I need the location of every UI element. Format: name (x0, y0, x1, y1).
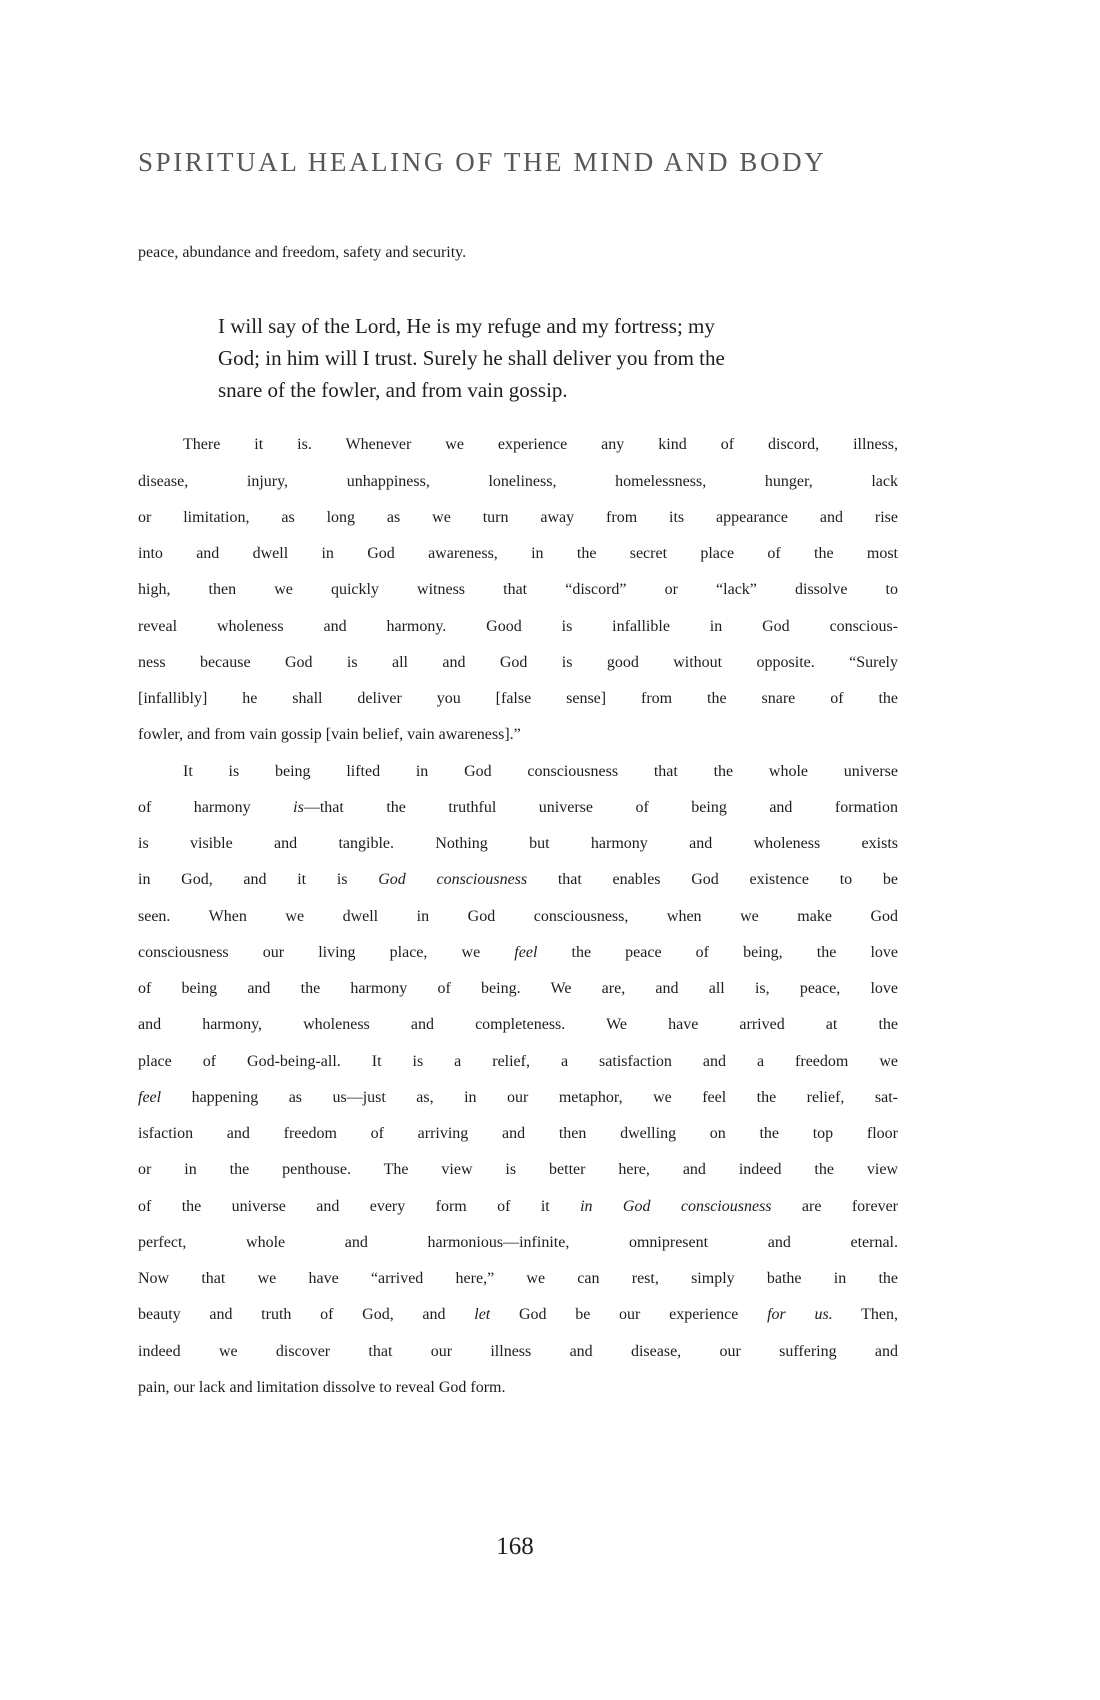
text-run: It is being lifted in God consciousness that the whole universe (183, 762, 898, 780)
text-line: ness because God is all and God is good without opposite. “Surely (138, 653, 898, 671)
text-run: of being and the harmony of being. We are, and all is, peace, love (138, 980, 898, 997)
body-text (138, 244, 898, 1415)
text-line (138, 799, 898, 835)
text-run: the peace of being, the love (537, 943, 898, 961)
text-line: reveal wholeness and harmony. Good is infallible in God conscious- (138, 617, 898, 635)
italic-run: is (293, 798, 304, 816)
text-line (138, 1270, 898, 1306)
paragraph-2 (138, 763, 898, 1416)
block-quote (218, 310, 818, 406)
quote-line: I will say of the Lord, He is my refuge and my fortress; my (218, 314, 715, 339)
text-line (138, 1234, 898, 1270)
text-run: indeed we discover that our illness and disease, our suffering and (138, 1342, 898, 1360)
quote-line: snare of the fowler, and from vain gossip. (218, 378, 568, 403)
text-run: of harmony (138, 798, 294, 816)
italic-run: God consciousness (378, 871, 528, 889)
italic-run: feel (514, 943, 538, 961)
text-line (138, 1343, 898, 1379)
text-line (138, 763, 898, 799)
text-line: fowler, and from vain gossip [vain belief, vain awareness].” (138, 726, 521, 744)
text-line: There it is. Whenever we experience any kind of discord, illness, (183, 436, 898, 454)
running-head: SPIRITUAL HEALING OF THE MIND AND BODY (138, 147, 827, 177)
text-run: —that the truthful universe of being and formation (303, 798, 899, 816)
text-line (138, 1053, 898, 1089)
text-line: [infallibly] he shall deliver you [false sense] from the snare of the (138, 690, 898, 707)
text-line (138, 871, 898, 907)
text-line (138, 908, 898, 944)
text-run: beauty and truth of God, and (138, 1306, 475, 1324)
opening-line: peace, abundance and freedom, safety and security. (138, 244, 467, 261)
text-line (138, 1125, 898, 1161)
paragraph-1 (138, 436, 898, 762)
text-run: isfaction and freedom of arriving and then dwelling on the top floor (138, 1125, 898, 1142)
text-run: or in the penthouse. The view is better here, and indeed the view (138, 1161, 898, 1179)
text-run: perfect, whole and harmonious—infinite, omnipresent and eternal. (138, 1233, 898, 1251)
italic-run: feel (138, 1088, 162, 1106)
text-line (138, 944, 898, 980)
text-run: God be our experience (490, 1306, 768, 1324)
text-run: that enables God existence to be (527, 871, 898, 889)
text-run: and harmony, wholeness and completeness. We have arrived at the (138, 1016, 898, 1034)
text-run: of the universe and every form of it (138, 1197, 581, 1215)
text-line (138, 1198, 898, 1234)
text-line (138, 1306, 898, 1342)
text-run: place of God-being-all. It is a relief, a satisfaction and a freedom we (138, 1052, 898, 1070)
text-line (138, 1089, 898, 1125)
text-run: is visible and tangible. Nothing but harmony and wholeness exists (138, 835, 898, 852)
page-number: 168 (496, 1533, 534, 1560)
quote-line: God; in him will I trust. Surely he shall deliver you from the (218, 346, 725, 371)
italic-run: for us. (767, 1306, 833, 1324)
text-line (138, 980, 898, 1016)
text-run: happening as us—just as, in our metaphor, we feel the relief, sat- (161, 1088, 898, 1106)
text-line: disease, injury, unhappiness, loneliness, homelessness, hunger, lack (138, 472, 898, 490)
text-line (138, 1161, 898, 1197)
text-run: are forever (771, 1197, 898, 1215)
italic-run: in God consciousness (580, 1197, 772, 1215)
text-line (138, 1379, 898, 1415)
text-line: high, then we quickly witness that “discord” or “lack” dissolve to (138, 581, 898, 599)
text-run: seen. When we dwell in God consciousness, when we make God (138, 907, 898, 925)
text-line (138, 1016, 898, 1052)
text-run: Now that we have “arrived here,” we can rest, simply bathe in the (138, 1270, 898, 1287)
text-run: Then, (832, 1306, 899, 1324)
text-line (138, 835, 898, 871)
text-line: into and dwell in God awareness, in the secret place of the most (138, 545, 898, 562)
italic-run: let (474, 1306, 491, 1324)
text-run: pain, our lack and limitation dissolve to reveal God form. (138, 1378, 506, 1396)
text-line: or limitation, as long as we turn away from its appearance and rise (138, 508, 898, 526)
text-run: consciousness our living place, we (138, 943, 515, 961)
text-run: in God, and it is (138, 871, 379, 889)
